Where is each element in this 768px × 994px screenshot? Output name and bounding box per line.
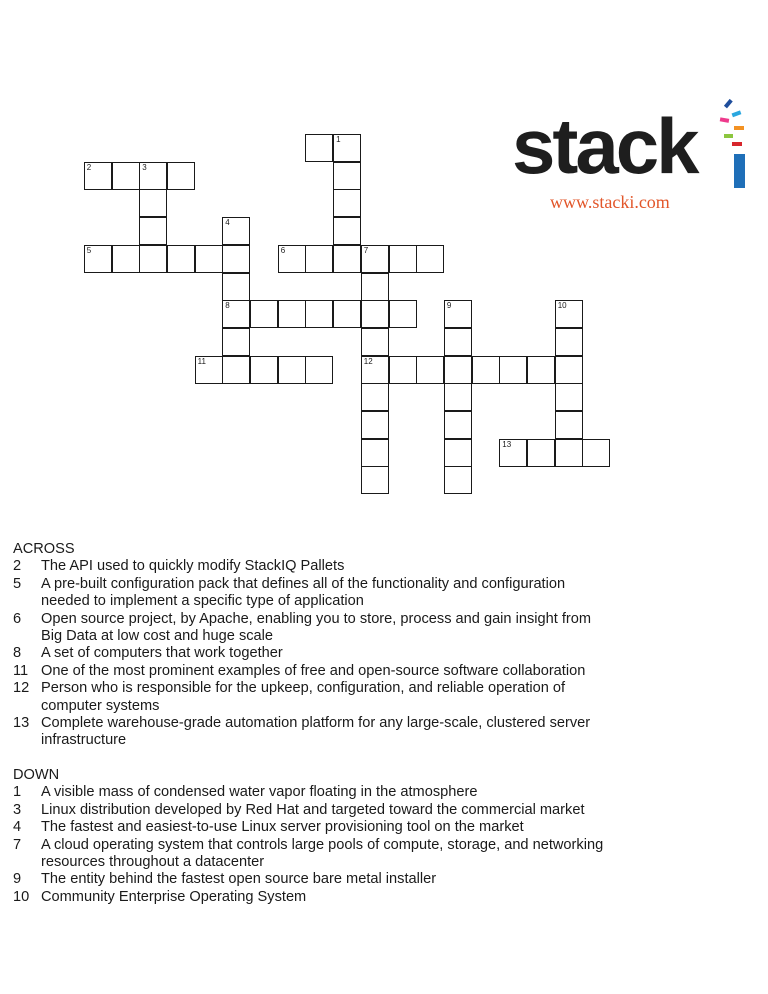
clue-number: 2 bbox=[13, 558, 22, 575]
grid-cell[interactable] bbox=[333, 245, 361, 273]
grid-cell[interactable] bbox=[167, 245, 195, 273]
clue-number-5: 5 bbox=[86, 245, 92, 255]
grid-cell[interactable] bbox=[222, 217, 250, 245]
clue-number-11: 11 bbox=[197, 356, 206, 366]
down-clue-9 bbox=[13, 871, 733, 888]
clue-text: One of the most prominent examples of free and open-source software collaboration bbox=[41, 662, 586, 679]
grid-cell[interactable] bbox=[555, 383, 583, 411]
across-clue-12 bbox=[13, 680, 733, 715]
grid-cell[interactable] bbox=[361, 383, 389, 411]
grid-cell[interactable] bbox=[361, 273, 389, 301]
grid-cell[interactable] bbox=[222, 328, 250, 356]
down-clues bbox=[13, 784, 733, 906]
grid-cell[interactable] bbox=[139, 217, 167, 245]
clue-text: Complete warehouse-grade automation platform for any large-scale, clustered server bbox=[41, 715, 591, 732]
grid-cell[interactable] bbox=[555, 411, 583, 439]
logo-i-stem bbox=[734, 154, 745, 188]
grid-cell[interactable] bbox=[499, 439, 527, 467]
grid-cell[interactable] bbox=[305, 300, 333, 328]
grid-cell[interactable] bbox=[222, 300, 250, 328]
clue-text: Linux distribution developed by Red Hat and targeted toward the commercial market bbox=[41, 801, 585, 818]
grid-cell[interactable] bbox=[499, 356, 527, 384]
clue-text-continued: resources throughout a datacenter bbox=[41, 853, 265, 870]
grid-cell[interactable] bbox=[582, 439, 610, 467]
logo-dash-5 bbox=[724, 134, 733, 138]
clue-number: 12 bbox=[13, 680, 30, 697]
across-clue-6 bbox=[13, 611, 733, 646]
down-clue-4 bbox=[13, 819, 733, 836]
clue-number: 6 bbox=[13, 610, 22, 627]
clue-text-continued: Big Data at low cost and huge scale bbox=[41, 628, 274, 645]
clue-number: 7 bbox=[13, 836, 22, 853]
logo-i-mark-icon bbox=[710, 96, 768, 216]
clue-number: 13 bbox=[13, 715, 30, 732]
clue-number: 3 bbox=[13, 801, 22, 818]
clue-number-12: 12 bbox=[363, 356, 373, 366]
grid-cell[interactable] bbox=[305, 245, 333, 273]
down-clue-3 bbox=[13, 802, 733, 819]
grid-cell[interactable] bbox=[305, 356, 333, 384]
grid-cell[interactable] bbox=[84, 162, 112, 190]
down-heading: DOWN bbox=[13, 766, 60, 783]
clue-text: A set of computers that work together bbox=[41, 645, 283, 662]
clue-number: 4 bbox=[13, 819, 22, 836]
logo-dash-1 bbox=[724, 99, 733, 108]
clue-number-8: 8 bbox=[225, 301, 230, 311]
clue-text: Community Enterprise Operating System bbox=[41, 888, 307, 905]
clue-text: A pre-built configuration pack that defines all of the functionality and configuration bbox=[41, 575, 566, 592]
across-clue-2 bbox=[13, 558, 733, 575]
clue-list bbox=[13, 541, 733, 906]
clue-text: Person who is responsible for the upkeep, configuration, and reliable operation of bbox=[41, 680, 566, 697]
clue-number: 11 bbox=[13, 662, 29, 679]
clue-text: Open source project, by Apache, enabling you to store, process and gain insight from bbox=[41, 610, 592, 627]
grid-cell[interactable] bbox=[444, 300, 472, 328]
grid-cell[interactable] bbox=[361, 466, 389, 494]
clue-number-4: 4 bbox=[225, 218, 230, 228]
stacki-logo bbox=[512, 96, 752, 216]
grid-cell[interactable] bbox=[278, 245, 306, 273]
grid-cell[interactable] bbox=[527, 439, 555, 467]
grid-cell[interactable] bbox=[555, 439, 583, 467]
grid-cell[interactable] bbox=[472, 356, 500, 384]
clue-text: A cloud operating system that controls large pools of compute, storage, and networking bbox=[41, 836, 604, 853]
clue-number: 5 bbox=[13, 575, 22, 592]
clue-number-9: 9 bbox=[446, 301, 452, 311]
clue-text-continued: computer systems bbox=[41, 697, 160, 714]
clue-number: 1 bbox=[13, 784, 22, 801]
logo-dash-6 bbox=[732, 142, 742, 146]
grid-cell[interactable] bbox=[139, 245, 167, 273]
across-clue-5 bbox=[13, 576, 733, 611]
grid-cell[interactable] bbox=[195, 245, 223, 273]
grid-cell[interactable] bbox=[333, 189, 361, 217]
grid-cell[interactable] bbox=[222, 273, 250, 301]
grid-cell[interactable] bbox=[278, 300, 306, 328]
grid-cell[interactable] bbox=[278, 356, 306, 384]
clue-number-13: 13 bbox=[502, 439, 512, 449]
grid-cell[interactable] bbox=[389, 300, 417, 328]
down-clue-1 bbox=[13, 784, 733, 801]
grid-cell[interactable] bbox=[444, 466, 472, 494]
grid-cell[interactable] bbox=[555, 300, 583, 328]
grid-cell[interactable] bbox=[389, 356, 417, 384]
grid-cell[interactable] bbox=[333, 217, 361, 245]
grid-cell[interactable] bbox=[361, 245, 389, 273]
logo-dash-2 bbox=[732, 110, 742, 117]
grid-cell[interactable] bbox=[389, 245, 417, 273]
clue-text-continued: needed to implement a specific type of application bbox=[41, 593, 364, 610]
grid-cell[interactable] bbox=[361, 356, 389, 384]
clue-number-2: 2 bbox=[86, 162, 92, 172]
across-clue-11 bbox=[13, 663, 733, 680]
grid-cell[interactable] bbox=[222, 245, 250, 273]
clue-number-6: 6 bbox=[280, 245, 286, 255]
grid-cell[interactable] bbox=[444, 328, 472, 356]
clue-text-continued: infrastructure bbox=[41, 732, 127, 749]
clue-text: A visible mass of condensed water vapor floating in the atmosphere bbox=[41, 784, 478, 801]
grid-cell[interactable] bbox=[112, 245, 140, 273]
grid-cell[interactable] bbox=[139, 162, 167, 190]
grid-cell[interactable] bbox=[305, 134, 333, 162]
grid-cell[interactable] bbox=[139, 189, 167, 217]
clue-number-1: 1 bbox=[336, 135, 341, 144]
clue-number: 8 bbox=[13, 645, 22, 662]
logo-url: www.stacki.com bbox=[550, 192, 670, 212]
clue-text: The entity behind the fastest open source bare metal installer bbox=[41, 871, 437, 888]
logo-dash-3 bbox=[720, 117, 730, 123]
grid-cell[interactable] bbox=[195, 356, 223, 384]
across-clue-13 bbox=[13, 715, 733, 750]
down-clue-10 bbox=[13, 889, 733, 906]
grid-cell[interactable] bbox=[444, 356, 472, 384]
across-clue-8 bbox=[13, 645, 733, 662]
grid-cell[interactable] bbox=[250, 356, 278, 384]
grid-cell[interactable] bbox=[416, 356, 444, 384]
grid-cell[interactable] bbox=[444, 383, 472, 411]
clue-number-7: 7 bbox=[363, 245, 369, 255]
grid-cell[interactable] bbox=[361, 328, 389, 356]
grid-cell[interactable] bbox=[112, 162, 140, 190]
clue-number: 9 bbox=[13, 871, 22, 888]
down-clue-7 bbox=[13, 837, 733, 872]
grid-cell[interactable] bbox=[333, 162, 361, 190]
clue-text: The API used to quickly modify StackIQ Pallets bbox=[41, 558, 345, 575]
grid-cell[interactable] bbox=[250, 300, 278, 328]
clue-number-10: 10 bbox=[557, 301, 567, 311]
grid-cell[interactable] bbox=[444, 439, 472, 467]
logo-wordmark: stack bbox=[512, 102, 697, 190]
grid-cell[interactable] bbox=[167, 162, 195, 190]
grid-cell[interactable] bbox=[555, 356, 583, 384]
grid-cell[interactable] bbox=[555, 328, 583, 356]
grid-cell[interactable] bbox=[361, 411, 389, 439]
clue-number: 10 bbox=[13, 888, 30, 905]
grid-cell[interactable] bbox=[361, 439, 389, 467]
grid-cell[interactable] bbox=[361, 300, 389, 328]
grid-cell[interactable] bbox=[333, 300, 361, 328]
clue-number-3: 3 bbox=[142, 162, 147, 172]
clue-text: The fastest and easiest-to-use Linux server provisioning tool on the market bbox=[41, 819, 524, 836]
grid-cell[interactable] bbox=[333, 134, 361, 162]
across-heading: ACROSS bbox=[13, 541, 75, 557]
grid-cell[interactable] bbox=[527, 356, 555, 384]
grid-cell[interactable] bbox=[222, 356, 250, 384]
logo-dash-4 bbox=[734, 126, 744, 130]
grid-cell[interactable] bbox=[444, 411, 472, 439]
grid-cell[interactable] bbox=[416, 245, 444, 273]
across-clues bbox=[13, 558, 733, 749]
grid-cell[interactable] bbox=[84, 245, 112, 273]
